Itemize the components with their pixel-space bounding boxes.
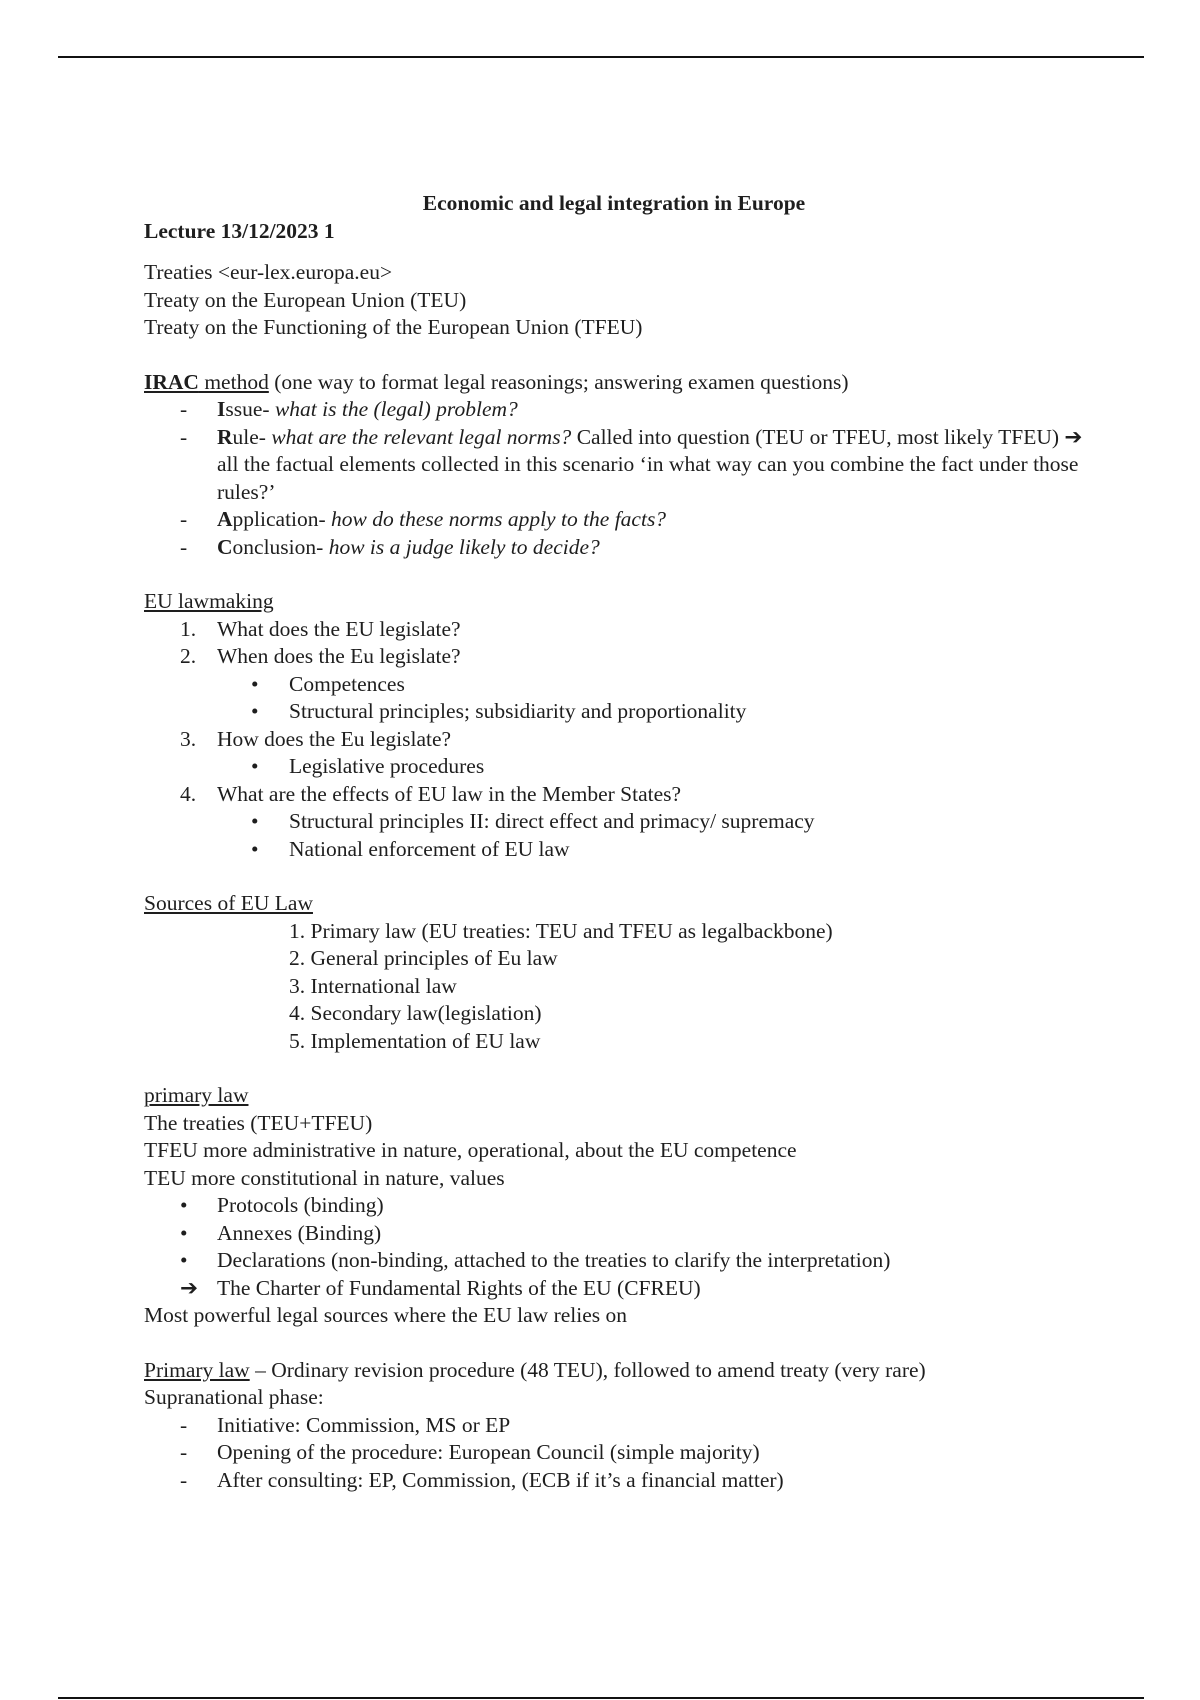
arrow-icon: ➔ — [180, 1275, 199, 1300]
list-item-text: National enforcement of EU law — [289, 836, 570, 861]
list-item-text: Initiative: Commission, MS or EP — [217, 1412, 511, 1437]
lawmaking-question: How does the Eu legislate? — [217, 726, 452, 751]
list-item — [144, 671, 1084, 699]
irac-list — [144, 396, 1084, 561]
list-item: 4. Secondary law(legislation) — [289, 1001, 542, 1025]
irac-letter: R — [217, 424, 233, 449]
treaties-line-3: Treaty on the Functioning of the European Union (TFEU) — [144, 315, 643, 339]
irac-letter: I — [217, 397, 226, 421]
list-item: 2. General principles of Eu law — [289, 946, 558, 970]
bottom-rule — [58, 1697, 1144, 1699]
list-item: 1. Primary law (EU treaties: TEU and TFEU as legalbackbone) — [289, 918, 833, 943]
lecture-heading: Lecture 13/12/2023 1 — [144, 218, 335, 243]
lawmaking-question: What are the effects of EU law in the Member States? — [217, 781, 682, 806]
number-marker: 1. — [180, 616, 197, 641]
primary-line-3: TEU more constitutional in nature, values — [144, 1165, 505, 1190]
lawmaking-question: When does the Eu legislate? — [217, 644, 461, 668]
irac-heading-note: (one way to format legal reasonings; answering examen questions) — [268, 369, 849, 394]
list-item-text: Structural principles II: direct effect and primacy/ supremacy — [289, 809, 815, 833]
primary-line-2: TFEU more administrative in nature, operational, about the EU competence — [144, 1138, 797, 1162]
lawmaking-heading: EU lawmaking — [144, 589, 274, 613]
lawmaking-item-3 — [144, 726, 1084, 754]
list-item-text: Protocols (binding) — [217, 1193, 384, 1217]
primary-bullets — [144, 1192, 1084, 1275]
irac-item-issue — [144, 396, 1084, 424]
treaties-line-1: Treaties <eur-lex.europa.eu> — [144, 260, 393, 284]
irac-letter: C — [217, 534, 233, 559]
bullet-marker: • — [180, 1193, 188, 1217]
irac-question: how is a judge likely to decide? — [328, 534, 600, 559]
dash-marker: - — [180, 1440, 188, 1464]
primary-line-1: The treaties (TEU+TFEU) — [144, 1110, 373, 1135]
list-item — [144, 1439, 1084, 1467]
top-rule — [58, 56, 1144, 58]
irac-item-application — [144, 506, 1084, 534]
dash-marker: - — [180, 507, 188, 531]
list-item-text: Declarations (non-binding, attached to the treaties to clarify the interpretation) — [217, 1248, 891, 1272]
primary-closing: Most powerful legal sources where the EU law relies on — [144, 1303, 628, 1327]
bullet-marker: • — [251, 699, 259, 723]
bullet-marker: • — [251, 836, 259, 861]
irac-question: what is the (legal) problem? — [274, 397, 518, 421]
list-item-text: Opening of the procedure: European Council (simple majority) — [217, 1440, 760, 1464]
lawmaking-sublist-3 — [144, 753, 1084, 781]
lawmaking-item-2 — [144, 643, 1084, 671]
list-item — [144, 698, 1084, 726]
list-item — [144, 753, 1084, 781]
list-item — [144, 1467, 1084, 1495]
irac-label: ule- — [232, 424, 272, 449]
document-title: Economic and legal integration in Europe — [422, 191, 806, 215]
lawmaking-item-1 — [144, 616, 1084, 644]
bullet-marker: • — [251, 671, 259, 696]
irac-heading — [144, 369, 1084, 397]
irac-letter: A — [217, 507, 233, 531]
irac-item-rule — [144, 424, 1084, 507]
irac-question: how do these norms apply to the facts? — [331, 507, 667, 531]
bullet-marker: • — [251, 809, 259, 833]
list-item — [144, 1412, 1084, 1440]
number-marker: 2. — [180, 644, 197, 668]
list-item — [144, 1220, 1084, 1248]
list-item — [144, 836, 1084, 864]
document-body — [144, 190, 1084, 1494]
lawmaking-sublist-4 — [144, 808, 1084, 863]
revision-heading-link: Primary law — [144, 1357, 250, 1382]
irac-heading-method: method — [198, 369, 269, 394]
dash-marker: - — [180, 1412, 188, 1437]
sources-heading: Sources of EU Law — [144, 891, 313, 915]
list-item — [144, 1192, 1084, 1220]
list-item-text: Annexes (Binding) — [217, 1220, 382, 1245]
bullet-marker: • — [180, 1220, 188, 1245]
treaties-line-2: Treaty on the European Union (TEU) — [144, 287, 467, 312]
bullet-marker: • — [180, 1248, 188, 1272]
lawmaking-sublist-2 — [144, 671, 1084, 726]
list-item-text: The Charter of Fundamental Rights of the EU (CFREU) — [217, 1275, 701, 1300]
dash-marker: - — [180, 1467, 188, 1492]
irac-label: ssue- — [225, 397, 275, 421]
revision-list — [144, 1412, 1084, 1495]
revision-phase: Supranational phase: — [144, 1385, 324, 1409]
lawmaking-question: What does the EU legislate? — [217, 616, 461, 641]
sources-list — [144, 918, 1084, 1056]
irac-question: what are the relevant legal norms? — [271, 424, 572, 449]
revision-heading — [144, 1357, 1084, 1385]
lawmaking-item-4 — [144, 781, 1084, 809]
lawmaking-list — [144, 616, 1084, 671]
dash-marker: - — [180, 424, 188, 449]
number-marker: 4. — [180, 781, 197, 806]
irac-item-conclusion — [144, 534, 1084, 562]
number-marker: 3. — [180, 726, 197, 751]
primary-law-heading: primary law — [144, 1083, 249, 1107]
list-item-text: After consulting: EP, Commission, (ECB if it’s a financial matter) — [217, 1467, 784, 1492]
list-item: 3. International law — [289, 973, 457, 998]
revision-heading-rest: – Ordinary revision procedure (48 TEU), followed to amend treaty (very rare) — [249, 1357, 926, 1382]
bullet-marker: • — [251, 754, 259, 778]
irac-heading-bold: IRAC — [144, 369, 199, 394]
list-item — [144, 1247, 1084, 1275]
dash-marker: - — [180, 534, 188, 559]
list-item-text: Structural principles; subsidiarity and proportionality — [289, 699, 747, 723]
list-item-text: Legislative procedures — [289, 754, 485, 778]
list-item: 5. Implementation of EU law — [289, 1028, 541, 1053]
lawmaking-list-cont — [144, 726, 1084, 754]
irac-label: pplication- — [232, 507, 332, 531]
irac-label: onclusion- — [232, 534, 329, 559]
primary-arrow-list — [144, 1275, 1084, 1303]
list-item-text: Competences — [289, 671, 405, 696]
irac-tail: Called into question (TEU or TFEU, most likely TFEU) ➔ all the factual elements collected in this scenario ‘in what way can you combine the fact under those rules?’ — [217, 424, 1083, 504]
list-item — [144, 808, 1084, 836]
dash-marker: - — [180, 397, 188, 421]
list-item — [144, 1275, 1084, 1303]
lawmaking-list-cont2 — [144, 781, 1084, 809]
